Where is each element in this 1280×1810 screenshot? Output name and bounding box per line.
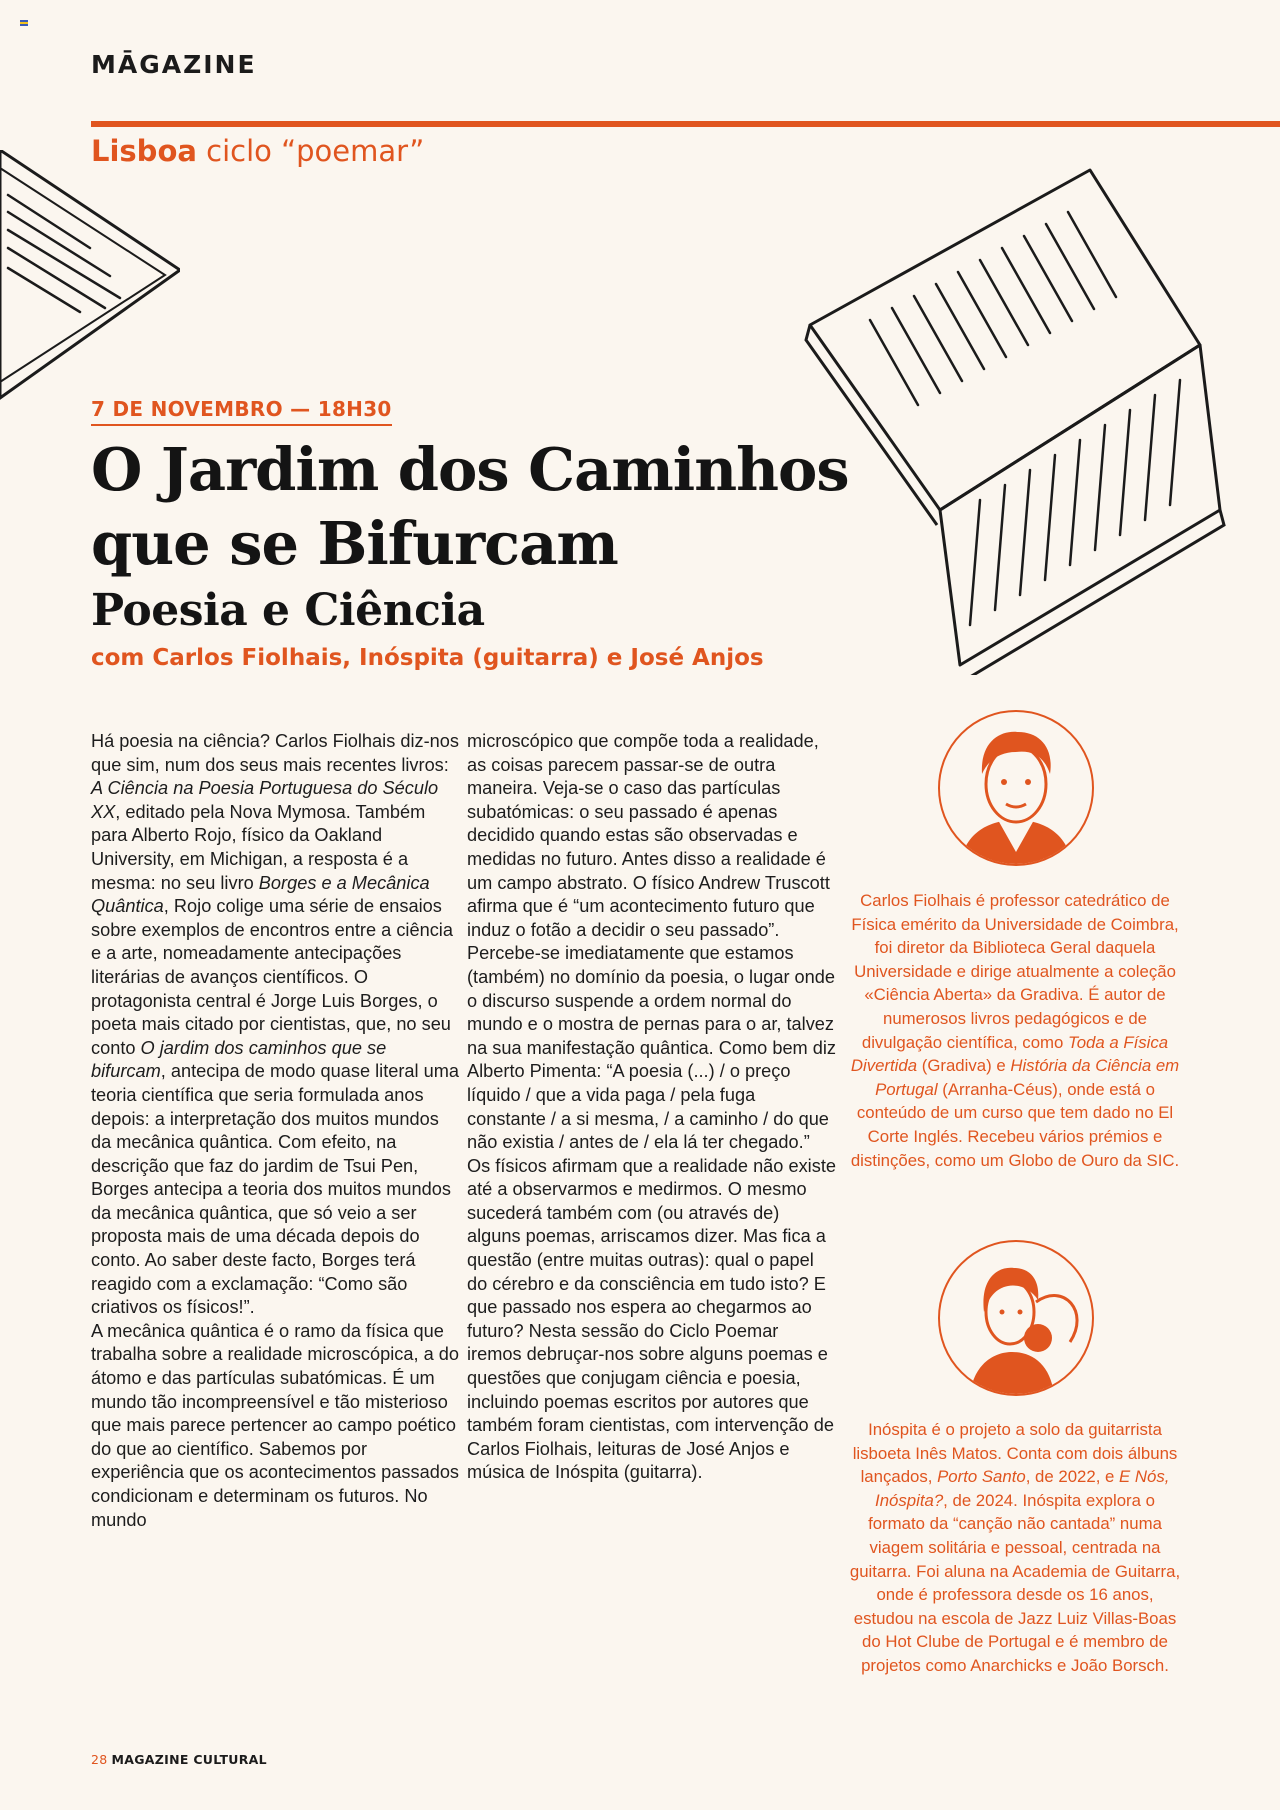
text-run: Carlos Fiolhais é professor catedrático de Física emérito da Universidade de Coimbra, foi diretor da Biblioteca Geral daquela Universidade e dirige atualmente a coleção «Ciência Aberta» da Gradiva. É autor de numerosos livros pedagógicos e de divulgação científica, como bbox=[851, 891, 1179, 1052]
participants-line: com Carlos Fiolhais, Inóspita (guitarra) e José Anjos bbox=[91, 645, 764, 671]
event-date: 7 DE NOVEMBRO — 18H30 bbox=[91, 397, 392, 426]
text-run: , editado pela Nova Mymosa. Também para Alberto Rojo, físico da Oakland University, em Michigan, a resposta é a mesma: no seu livro bbox=[91, 801, 426, 893]
article-paragraph-3: microscópico que compõe toda a realidade, as coisas parecem passar-se de outra maneira. Veja-se o caso das partículas subatómicas: o seu passado é apenas decidido quando estas são observadas e medidas no futuro. Antes disso a realidade é um campo abstrato. O físico Andrew Truscott afirma que é “um acontecimento futuro que induz o fotão a decidir o seu passado”. Percebe-se imediatamente que estamos (também) no domínio da poesia, o lugar onde o discurso suspende a ordem normal do mundo e o mostra de pernas para o ar, talvez na sua manifestação quântica. Como bem diz Alberto Pimenta: “A poesia (...) / o preço líquido / que a vida paga / pela fuga constante / a si mesma, / a caminho / do que não existia / antes de / ela lá ter chegado.” Os físicos afirmam que a realidade não existe até a observarmos e medirmos. O mesmo sucederá também com (ou através de) alguns poemas, arriscamos dizer. Mas fica a questão (entre muitas outras): qual o papel do cérebro e da consciência em tudo isto? E que passado nos espera ao chegarmos ao futuro? Nesta sessão do Ciclo Poemar iremos debruçar-nos sobre alguns poemas e questões que conjugam ciência e poesia, incluindo poemas escritos por autores que também foram cientistas, com intervenção de Carlos Fiolhais, leituras de José Anjos e música de Inóspita (guitarra). bbox=[467, 731, 837, 1483]
article-column-2 bbox=[467, 730, 837, 1485]
story-title: O jardim dos caminhos que se bifurcam bbox=[91, 1037, 387, 1082]
footer-label: MAGAZINE CULTURAL bbox=[111, 1752, 267, 1767]
text-run: Inóspita é o projeto a solo da guitarrista lisboeta Inês Matos. Conta com dois álbuns lançados, bbox=[852, 1420, 1178, 1487]
avatar-inospita bbox=[938, 1240, 1094, 1396]
page-number: 28 bbox=[91, 1752, 108, 1767]
bio-carlos-fiolhais bbox=[848, 889, 1182, 1172]
bio-inospita bbox=[848, 1418, 1182, 1678]
book-corner-illustration bbox=[0, 150, 180, 400]
article-paragraph-2: A mecânica quântica é o ramo da física que trabalha sobre a realidade microscópica, a do átomo e das partículas subatómicas. É um mundo tão incompreensível e tão misterioso que mais parece pertencer ao campo poético do que ao científico. Sabemos por experiência que os acontecimentos passados condicionam e determinam os futuros. No mundo bbox=[91, 1320, 460, 1530]
section-city: Lisboa bbox=[91, 134, 197, 168]
page-footer bbox=[91, 1752, 267, 1767]
magazine-logo: MĀGAZINE bbox=[91, 50, 257, 79]
book-title: Borges e a Mecânica Quântica bbox=[91, 872, 430, 917]
text-run: , de 2022, e bbox=[1025, 1467, 1120, 1487]
text-run: , Rojo colige uma série de ensaios sobre exemplos de encontros entre a ciência e a arte, nomeadamente antecipações literárias de avanços científicos. O protagonista central é Jorge Luis Borges, o poeta mais citado por cientistas, que, no seu conto bbox=[91, 896, 453, 1058]
article-subtitle: Poesia e Ciência bbox=[91, 585, 485, 636]
title-line-2: que se Bifurcam bbox=[91, 509, 618, 578]
article-column-1 bbox=[91, 730, 461, 1532]
section-cycle: ciclo “poemar” bbox=[206, 134, 425, 168]
album-title: Porto Santo bbox=[937, 1467, 1026, 1487]
title-line-1: O Jardim dos Caminhos bbox=[91, 435, 849, 504]
text-run: (Gradiva) e bbox=[917, 1056, 1011, 1076]
flag-icon bbox=[20, 20, 28, 26]
album-title: E Nós, Inóspita? bbox=[875, 1467, 1170, 1510]
article-paragraph-1 bbox=[91, 730, 461, 1320]
text-run: , de 2024. Inóspita explora o formato da “canção não cantada” numa viagem solitária e pessoal, centrada na guitarra. Foi aluna na Academia de Guitarra, onde é professora desde os 16 anos, estudou na escola de Jazz Luiz Villas-Boas do Hot Clube de Portugal e é membro de projetos como Anarchicks e João Borsch. bbox=[849, 1490, 1181, 1675]
article-title bbox=[91, 433, 851, 581]
text-run: (Arranha-Céus), onde está o conteúdo de um curso que tem dado no El Corte Inglés. Recebeu vários prémios e distinções, como um Globo de Ouro da SIC. bbox=[850, 1079, 1180, 1170]
book-title: História da Ciência em Portugal bbox=[875, 1056, 1180, 1099]
book-title: Toda a Física Divertida bbox=[850, 1032, 1169, 1076]
header-rule bbox=[91, 121, 1280, 127]
avatar-carlos-fiolhais bbox=[938, 710, 1094, 866]
open-book-illustration bbox=[800, 165, 1230, 675]
text-run: Há poesia na ciência? Carlos Fiolhais diz-nos que sim, num dos seus mais recentes livros: bbox=[91, 731, 459, 775]
text-run: , antecipa de modo quase literal uma teoria científica que seria formulada anos depois: a interpretação dos muitos mundos da mecânica quântica. Com efeito, na descrição que faz do jardim de Tsui Pen, Borges antecipa a teoria dos muitos mundos da mecânica quântica, que só veio a ser proposta mais de uma década depois do conto. Ao saber deste facto, Borges terá reagido com a exclamação: “Como são criativos os físicos!”. bbox=[91, 1061, 460, 1318]
book-title: A Ciência na Poesia Portuguesa do Século XX bbox=[91, 778, 439, 822]
